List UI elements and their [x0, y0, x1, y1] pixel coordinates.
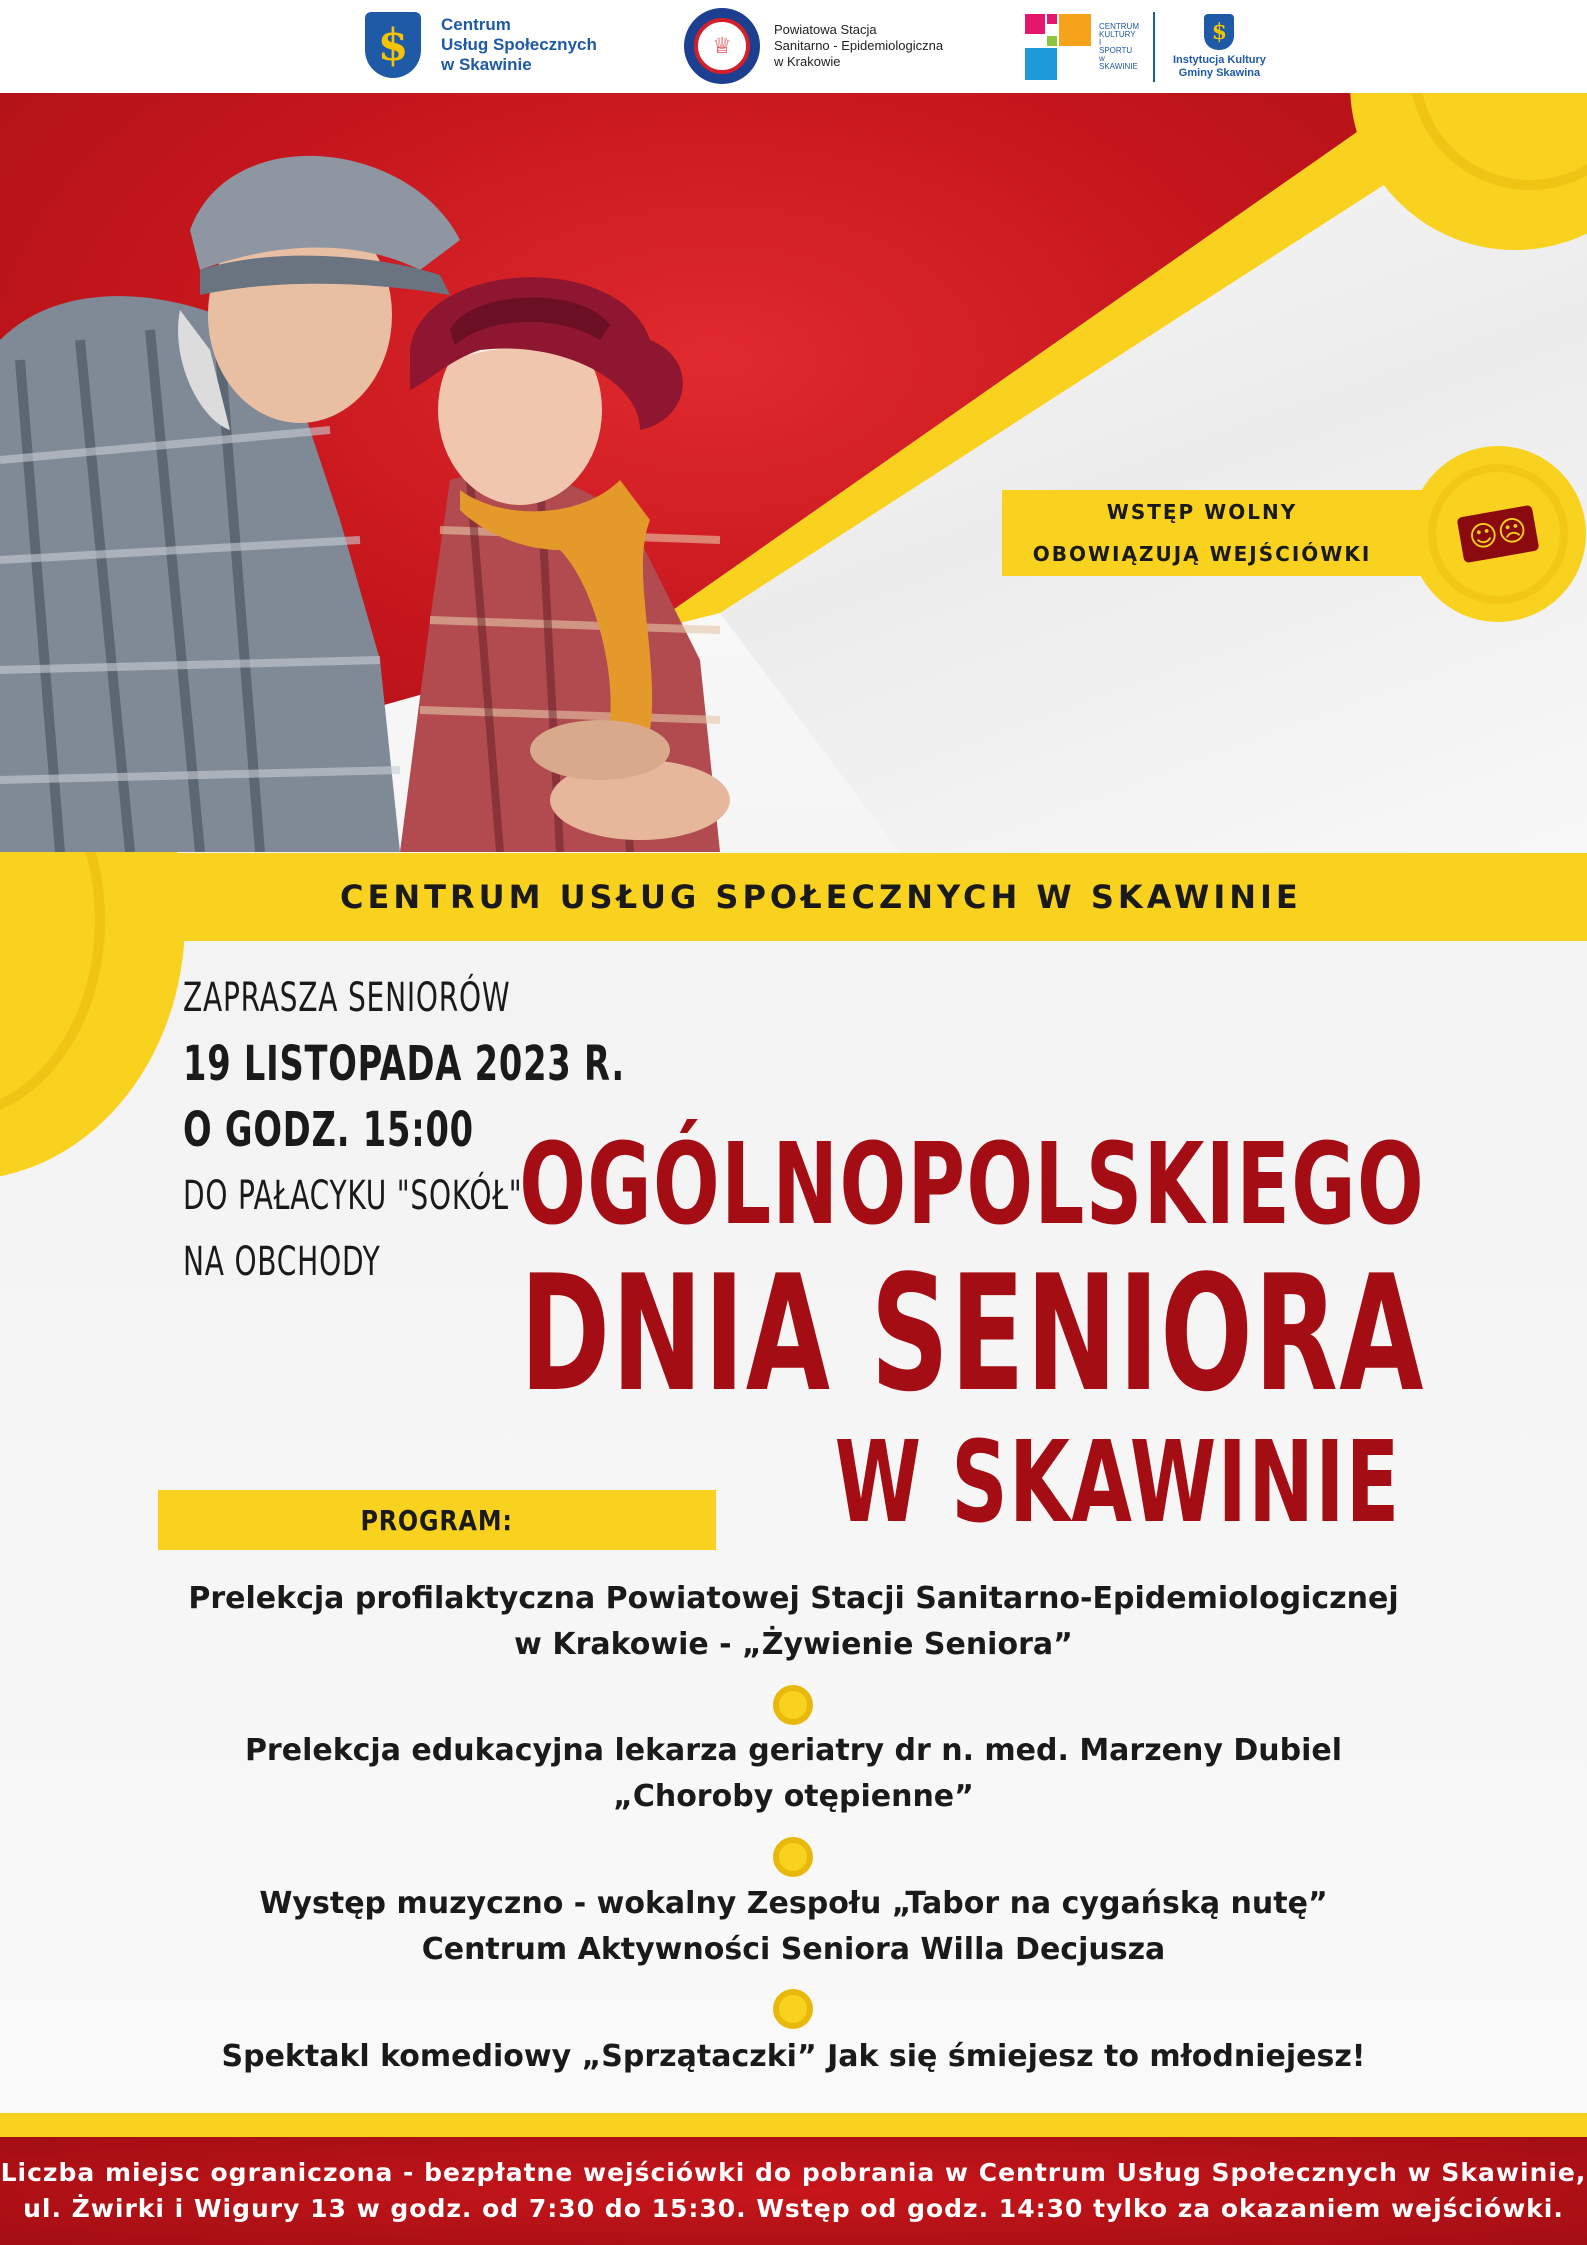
- ckis-logo-line3: I SPORTU: [1099, 38, 1133, 55]
- ckis-logo-line2: KULTURY: [1099, 30, 1136, 39]
- agenda-item-3-line-1: Występ muzyczno - wokalny Zespołu „Tabor na cygańską nutę”: [259, 1886, 1328, 1921]
- psse-logo-line3: w Krakowie: [774, 54, 841, 69]
- invite-line-1: ZAPRASZA SENIORÓW: [183, 975, 511, 1021]
- footer-line-1: Liczba miejsc ograniczona - bezpłatne wejściówki do pobrania w Centrum Usług Społecznych w Skawinie,: [0, 2158, 1587, 2187]
- agenda-item-1-line-2: w Krakowie - „Żywienie Seniora”: [514, 1627, 1073, 1662]
- invite-line-5: NA OBCHODY: [183, 1239, 381, 1285]
- agenda-separator-dot: [773, 1989, 813, 2029]
- footer-notice: [0, 2137, 1587, 2245]
- theater-ticket-icon: ☺☹: [1457, 505, 1540, 563]
- agenda-item-1: [0, 1576, 1587, 1668]
- logo-divider: [1153, 12, 1155, 82]
- logo-header: [0, 0, 1587, 93]
- ik-logo-line2: Gminy Skawina: [1178, 67, 1261, 79]
- ckis-squares-icon: [1025, 14, 1091, 80]
- ik-shield-icon: $: [1204, 14, 1234, 50]
- agenda-item-1-line-1: Prelekcja profilaktyczna Powiatowej Stacji Sanitarno-Epidemiologicznej: [188, 1581, 1399, 1616]
- ik-logo: [1173, 14, 1266, 80]
- cus-logo: [365, 12, 597, 78]
- invite-time: O GODZ. 15:00: [183, 1102, 474, 1158]
- cus-logo-line2: Usług Społecznych: [441, 35, 597, 54]
- agenda-item-3: [0, 1881, 1587, 1973]
- cus-logo-line1: Centrum: [441, 15, 511, 34]
- psse-logo: [684, 8, 943, 84]
- program-label: PROGRAM:: [360, 1503, 514, 1537]
- seniors-photo: [0, 100, 900, 852]
- entry-free-label: WSTĘP WOLNY: [1106, 500, 1298, 524]
- organizer-band: [140, 853, 1587, 941]
- psse-logo-line2: Sanitarno - Epidemiologiczna: [774, 38, 944, 53]
- agenda-separator-dot: [773, 1837, 813, 1877]
- agenda-separator-dot: [773, 1685, 813, 1725]
- entry-info-bar: [1002, 490, 1442, 576]
- psse-logo-line1: Powiatowa Stacja: [774, 22, 877, 37]
- entry-tickets-label: OBOWIĄZUJĄ WEJŚCIÓWKI: [1032, 542, 1372, 566]
- footer-line-2: ul. Żwirki i Wigury 13 w godz. od 7:30 do 15:30. Wstęp od godz. 14:30 tylko za okazaniem wejściówki.: [23, 2194, 1564, 2223]
- agenda-item-2-line-2: „Choroby otępienne”: [613, 1779, 974, 1814]
- headline-line-1: OGÓLNOPOLSKIEGO: [519, 1120, 1425, 1250]
- invite-date: 19 LISTOPADA 2023 R.: [183, 1036, 626, 1092]
- organizer-title: CENTRUM USŁUG SPOŁECZNYCH W SKAWINIE: [340, 878, 1302, 916]
- footer-yellow-line: [0, 2113, 1587, 2137]
- agenda-item-2: [0, 1728, 1587, 1820]
- ckis-logo: [1025, 12, 1266, 82]
- invite-venue: DO PAŁACYKU "SOKÓŁ": [183, 1173, 523, 1219]
- ckis-logo-line1: CENTRUM: [1099, 22, 1139, 31]
- agenda-item-4: [0, 2034, 1587, 2080]
- ckis-logo-line4: w SKAWINIE: [1099, 54, 1138, 71]
- program-bar: [158, 1490, 716, 1550]
- headline-line-2: DNIA SENIORA: [520, 1240, 1425, 1427]
- agenda-item-2-line-1: Prelekcja edukacyjna lekarza geriatry dr n. med. Marzeny Dubiel: [244, 1733, 1343, 1768]
- cus-shield-icon: $: [365, 12, 421, 78]
- psse-emblem-icon: ♕: [684, 8, 760, 84]
- ticket-badge: [1410, 446, 1586, 622]
- cus-logo-line3: w Skawinie: [441, 55, 532, 74]
- agenda-item-3-line-2: Centrum Aktywności Seniora Willa Decjusza: [421, 1932, 1166, 1967]
- agenda-item-4-line-1: Spektakl komediowy „Sprzątaczki” Jak się śmiejesz to młodniejesz!: [221, 2039, 1366, 2074]
- headline-line-3: W SKAWINIE: [834, 1418, 1401, 1548]
- ik-logo-line1: Instytucja Kultury: [1173, 54, 1266, 66]
